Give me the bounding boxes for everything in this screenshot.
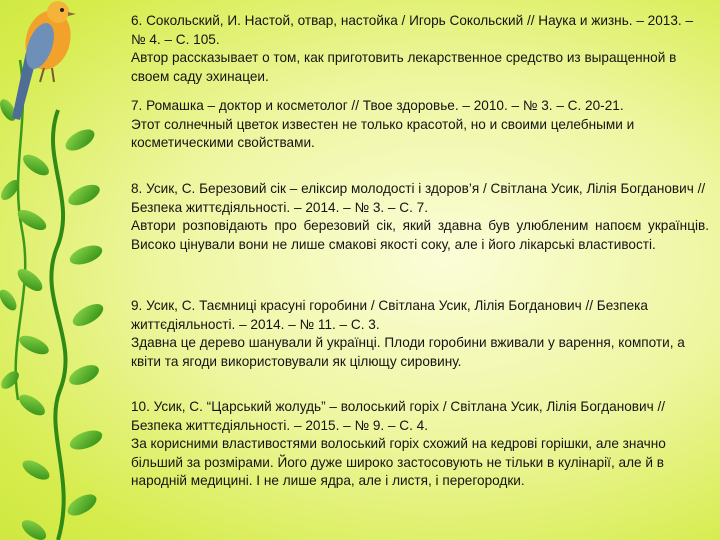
entry-citation: 6. Сокольский, И. Настой, отвар, настойка / Игорь Сокольский // Наука и жизнь. – 2013. – № 4. – С. 105. (131, 13, 694, 47)
entry-annotation: Этот солнечный цветок известен не только красотой, но и своими целебными и косметическими свойствами. (131, 116, 635, 150)
list-item (131, 398, 709, 491)
list-item (131, 12, 709, 86)
vine-decoration (0, 0, 120, 540)
bird-illustration (12, 1, 77, 120)
entry-citation: 9. Усик, С. Таємниці красуні горобини / Світлана Усик, Лілія Богданович // Безпека життєдіяльності. – 2014. – № 11. – С. 3. (131, 298, 648, 332)
entry-citation: 7. Ромашка – доктор и косметолог // Твое здоровье. – 2010. – № 3. – С. 20-21. (131, 98, 624, 113)
list-item (131, 97, 709, 153)
entry-annotation: Здавна це дерево шанували й українці. Плоди горобини вживали у варення, компоти, а квіти та ягоди використовували як цілющу сировину. (131, 335, 685, 369)
entry-annotation: Автори розповідають про березовий сік, який здавна був улюбленим напоєм українців. Високо цінували вони не лише смакові якості соку, але і його лікарські властивості. (131, 218, 709, 252)
list-item (131, 180, 709, 254)
entry-annotation: Автор рассказывает о том, как приготовить лекарственное средство из выращенной в своем саду эхинацеи. (131, 50, 677, 84)
entry-citation: 10. Усик, С. “Царський жолудь” – волоський горіх / Світлана Усик, Лілія Богданович // Безпека життєдіяльності. – 2015. – № 9. – С. 4. (131, 399, 666, 433)
entry-annotation: За корисними властивостями волоський горіх схожий на кедрові горішки, але значно більший за розмірами. Його дуже широко застосовують не тільки в кулінарії, але й в народній медицині. І не лише ядра, але і листя, і перегородки. (131, 436, 666, 488)
entry-citation: 8. Усик, С. Березовий сік – еліксир молодості і здоров’я / Світлана Усик, Лілія Богданович // Безпека життєдіяльності. – 2014. – № 3. – С. 7. (131, 181, 706, 215)
vine-stem (51, 110, 65, 540)
list-item (131, 297, 709, 371)
